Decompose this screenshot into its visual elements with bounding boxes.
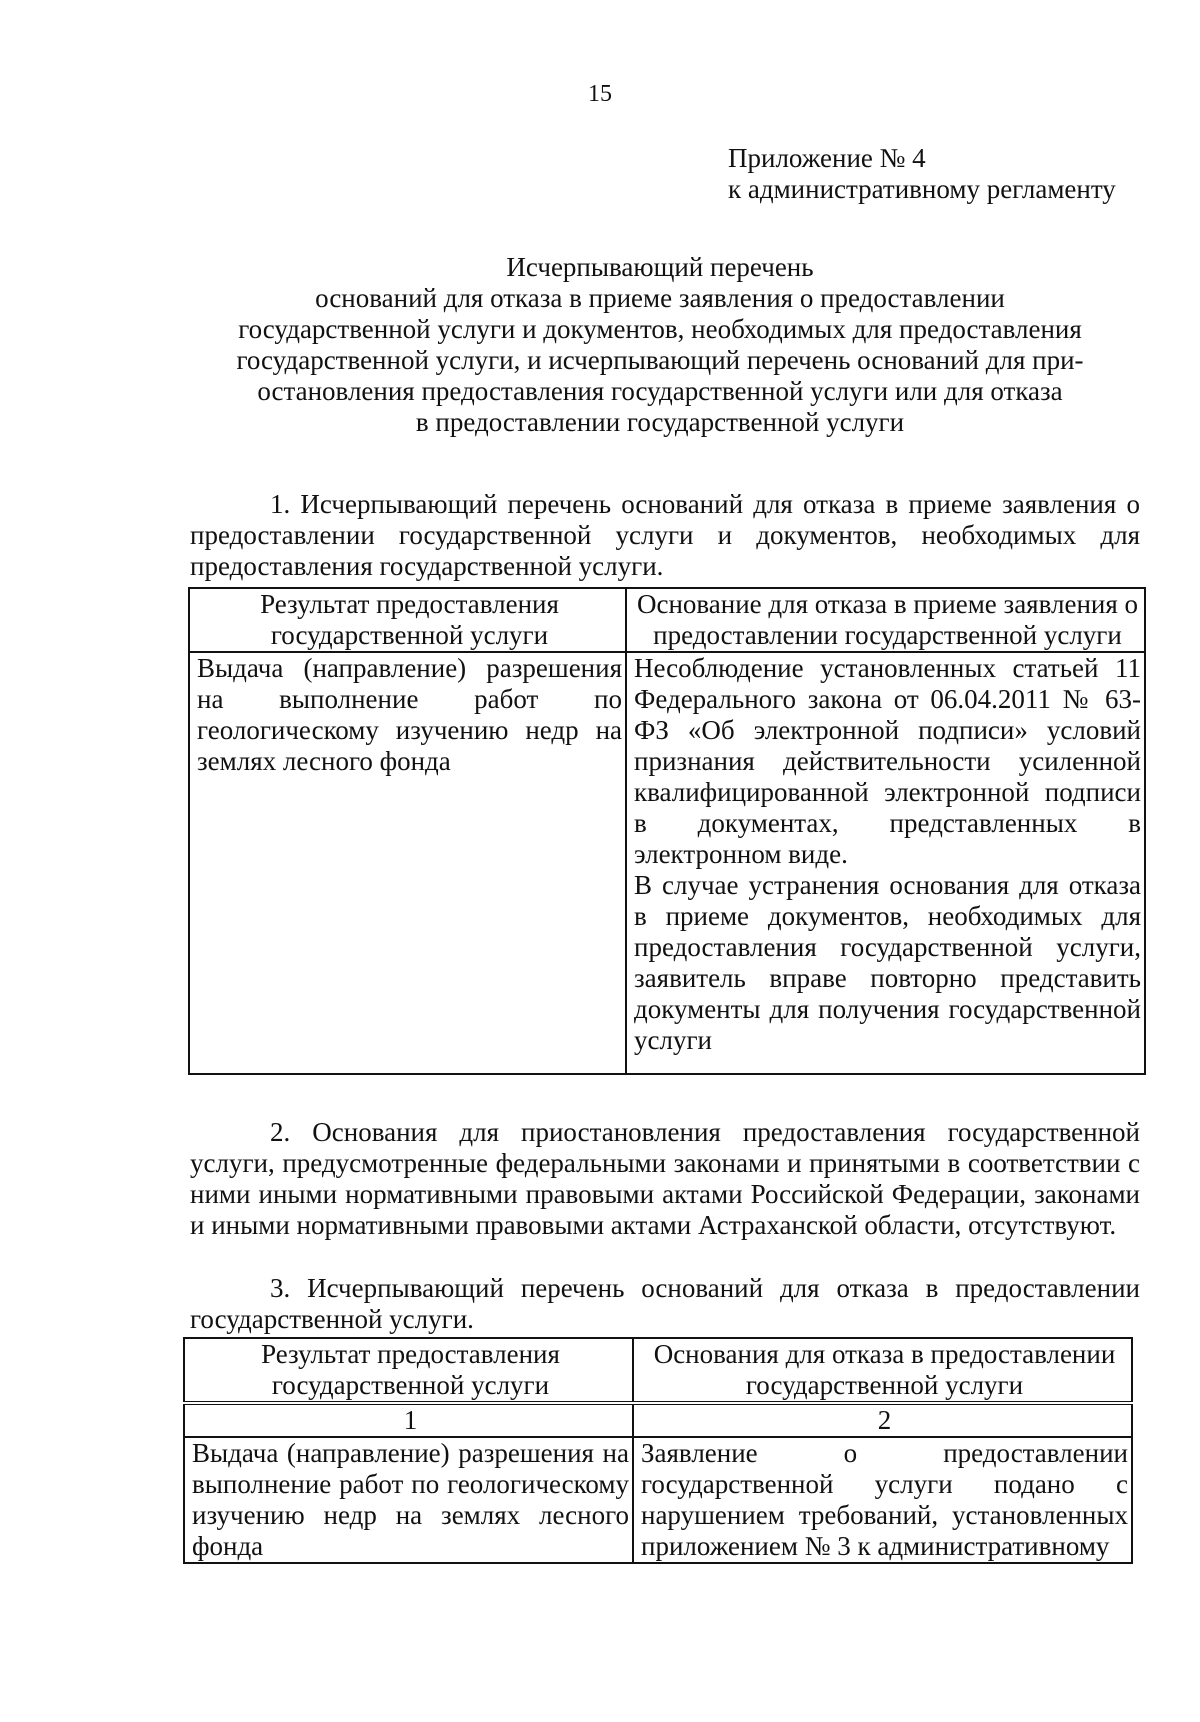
table-row: [184, 1437, 1132, 1563]
header-grounds: Основания для отказа в предоставлении государственной услуги: [633, 1338, 1132, 1403]
cell-result: Выдача (направление) разрешения на выполнение работ по геологическому изучению недр на землях лесного фонда: [184, 1437, 633, 1563]
refusal-service-table: [183, 1337, 1133, 1564]
section-3-text: 3. Исчерпывающий перечень оснований для отказа в предоставлении государственной услуги.: [190, 1273, 1140, 1334]
title-line-2: оснований для отказа в приеме заявления о предоставлении: [315, 283, 1005, 313]
cell-grounds: [626, 652, 1145, 1074]
table-row: [189, 652, 1145, 1074]
section-2-paragraph: [190, 1117, 1140, 1241]
title-line-5: остановления предоставления государственной услуги или для отказа: [257, 376, 1063, 406]
title-line-1: Исчерпывающий перечень: [506, 252, 814, 282]
section-2-text: 2. Основания для приостановления предоставления государственной услуги, предусмотренные федеральными законами и принятыми в соответствии с ними иными нормативными правовыми актами Российской Федерации, законами и иными нормативными правовыми актами Астраханской области, отсутствуют.: [190, 1117, 1140, 1240]
section-1-paragraph: [190, 489, 1140, 582]
cell-grounds-p1: Несоблюдение установленных статьей 11 Федерального закона от 06.04.2011 № 63-ФЗ «Об электронной подписи» условий признания действительности усиленной квалифицированной электронной подписи в документах, представленных в электронном виде.: [634, 653, 1141, 869]
cell-grounds: Заявление о предоставлении государственной услуги подано с нарушением требований, установленных приложением № 3 к административному: [633, 1437, 1132, 1563]
header-result: Результат предоставления государственной услуги: [184, 1338, 633, 1403]
refusal-acceptance-table: [188, 587, 1146, 1075]
document-title: [180, 252, 1140, 438]
appendix-line-1: Приложение № 4: [728, 143, 926, 173]
title-line-6: в предоставлении государственной услуги: [415, 407, 905, 437]
title-line-3: государственной услуги и документов, необходимых для предоставления: [238, 314, 1082, 344]
table-header-row: [189, 588, 1145, 652]
title-line-4: государственной услуги, и исчерпывающий перечень оснований для при-: [236, 345, 1084, 375]
cell-result: [189, 652, 626, 1074]
page-number: 15: [588, 81, 612, 107]
appendix-heading: [728, 143, 1178, 205]
table-header-row: [184, 1338, 1132, 1403]
header-result: Результат предоставления государственной услуги: [189, 588, 626, 652]
section-3-paragraph: [190, 1273, 1140, 1335]
header-grounds: Основание для отказа в приеме заявления о предоставлении государственной услуги: [626, 588, 1145, 652]
table-number-row: [184, 1403, 1132, 1437]
section-1-text: 1. Исчерпывающий перечень оснований для отказа в приеме заявления о предоставлении государственной услуги и документов, необходимых для предоставления государственной услуги.: [190, 489, 1140, 581]
cell-result-text: Выдача (направление) разрешения на выполнение работ по геологическому изучению недр на землях лесного фонда: [197, 653, 622, 776]
column-number-2: 2: [633, 1403, 1132, 1437]
cell-grounds-p2: В случае устранения основания для отказа в приеме документов, необходимых для предоставления государственной услуги, заявитель вправе повторно представить документы для получения государственной услуги: [634, 870, 1141, 1055]
column-number-1: 1: [184, 1403, 633, 1437]
appendix-line-2: к административному регламенту: [728, 174, 1116, 204]
